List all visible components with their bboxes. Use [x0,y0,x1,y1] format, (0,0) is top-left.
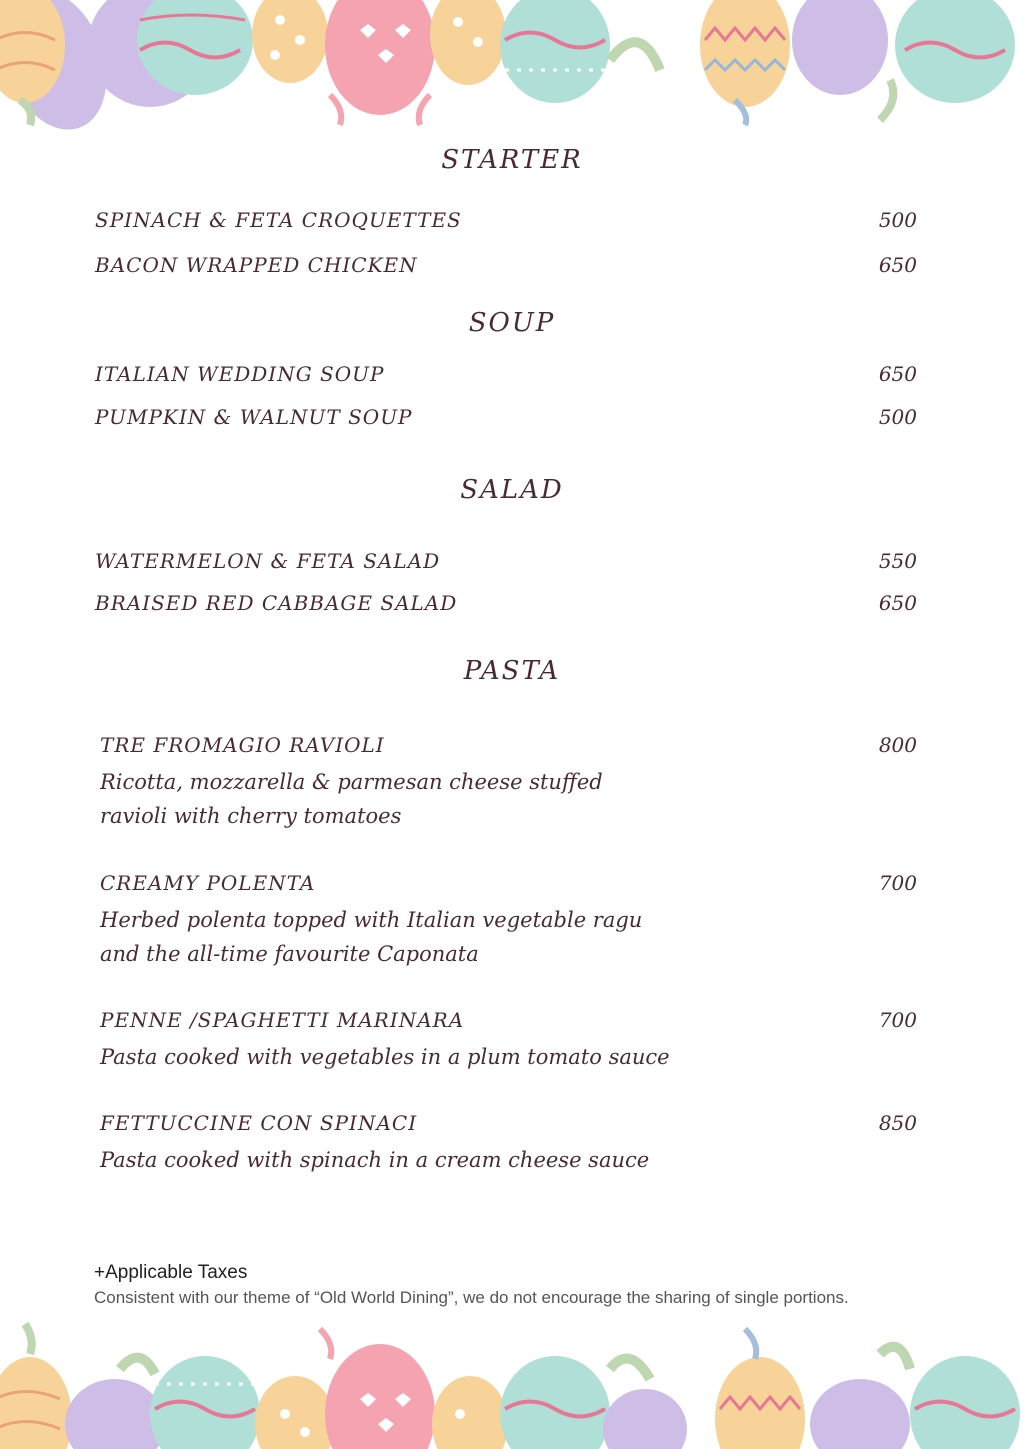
item-name: BACON WRAPPED CHICKEN [95,253,418,277]
item-price: 650 [878,253,917,277]
item-description [100,765,780,833]
section-title-pasta: PASTA [463,656,561,686]
item-price: 500 [878,405,917,429]
item-price: 650 [878,362,917,386]
item-description-line: Ricotta, mozzarella & parmesan cheese stuffed [100,770,603,794]
item-name: TRE FROMAGIO RAVIOLI [100,733,385,757]
item-description-line: Pasta cooked with vegetables in a plum tomato sauce [100,1045,670,1069]
item-description [100,903,780,971]
section-title-starter: STARTER [441,145,583,175]
item-description-line: ravioli with cherry tomatoes [100,804,402,828]
item-name: BRAISED RED CABBAGE SALAD [95,591,458,615]
item-description-line: Pasta cooked with spinach in a cream cheese sauce [100,1148,650,1172]
taxes-note: +Applicable Taxes [94,1262,248,1283]
item-price: 800 [878,733,917,757]
item-price: 850 [878,1111,917,1135]
item-name: PENNE /SPAGHETTI MARINARA [100,1008,465,1032]
item-name: PUMPKIN & WALNUT SOUP [95,405,413,429]
item-description-line: Herbed polenta topped with Italian vegetable ragu [100,908,643,932]
item-description [100,1040,800,1074]
item-price: 500 [878,208,917,232]
item-name: CREAMY POLENTA [100,871,316,895]
item-name: SPINACH & FETA CROQUETTES [95,208,462,232]
sharing-policy-note: Consistent with our theme of “Old World Dining”, we do not encourage the sharing of single portions. [94,1288,849,1307]
item-name: FETTUCCINE CON SPINACI [100,1111,418,1135]
item-description [100,1143,780,1177]
item-price: 700 [878,1008,917,1032]
section-title-salad: SALAD [460,475,564,505]
item-price: 700 [878,871,917,895]
item-name: ITALIAN WEDDING SOUP [95,362,385,386]
item-name: WATERMELON & FETA SALAD [95,549,441,573]
item-price: 550 [878,549,917,573]
easter-egg-border-bottom [0,1314,1024,1449]
easter-egg-border-top [0,0,1024,135]
section-title-soup: SOUP [468,308,556,338]
item-price: 650 [878,591,917,615]
item-description-line: and the all-time favourite Caponata [100,942,479,966]
